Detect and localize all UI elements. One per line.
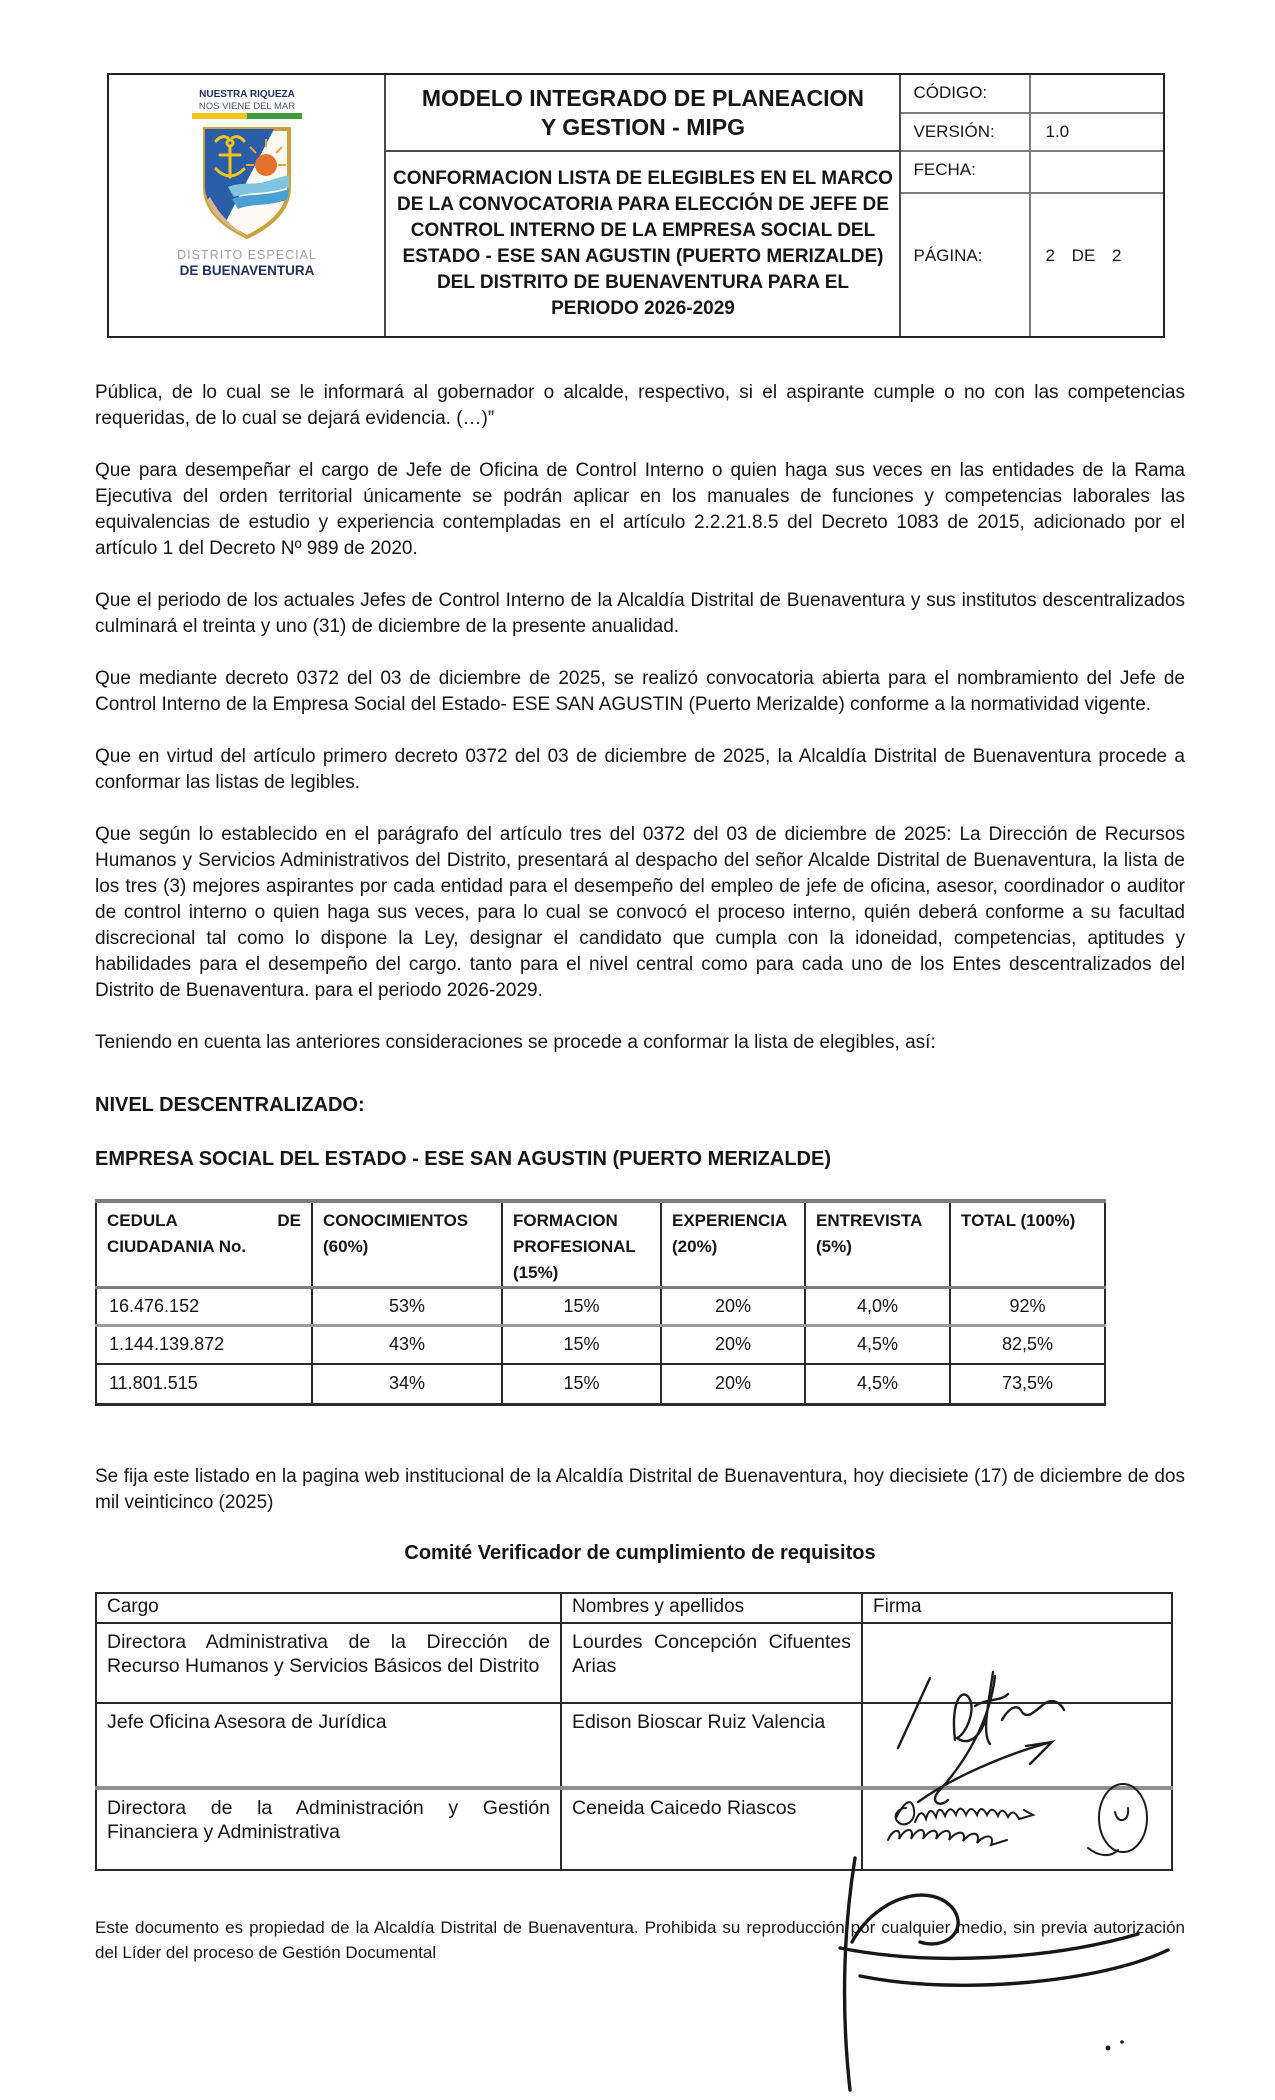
footer-note: Este documento es propiedad de la Alcaldía Distrital de Buenaventura. Prohibida su reproducción por cualquier medio, sin previa autorización del Líder del proceso de Gestión Documental bbox=[95, 1918, 1185, 1962]
cell-conocimientos: 34% bbox=[312, 1364, 502, 1405]
crest-motto-line2: NOS VIENE DEL MAR bbox=[198, 101, 295, 112]
doc-title-line1: MODELO INTEGRADO DE PLANEACION bbox=[421, 84, 865, 111]
cell-cedula: 16.476.152 bbox=[96, 1288, 312, 1326]
cell-entrevista: 4,0% bbox=[805, 1288, 950, 1326]
cell-nombres: Ceneida Caicedo Riascos bbox=[561, 1788, 862, 1870]
cell-firma-3 bbox=[862, 1788, 1172, 1870]
cell-total: 92% bbox=[950, 1288, 1105, 1326]
pagina-label: PÁGINA: bbox=[901, 194, 1031, 336]
col-header-cargo: Cargo bbox=[96, 1593, 561, 1623]
cell-cargo: Directora de la Administración y Gestión Financiera y Administrativa bbox=[96, 1788, 561, 1870]
meta-row-version bbox=[901, 114, 1163, 152]
table-row bbox=[96, 1623, 1172, 1703]
paragraph: Que en virtud del artículo primero decreto 0372 del 03 de diciembre de 2025, la Alcaldía Distrital de Buenaventura procede a conformar las listas de legibles. bbox=[95, 746, 1185, 793]
scores-table bbox=[95, 1199, 1106, 1406]
ink-dots bbox=[1106, 2040, 1124, 2050]
cell-experiencia: 20% bbox=[661, 1326, 805, 1364]
cell-entrevista: 4,5% bbox=[805, 1364, 950, 1405]
table-row bbox=[96, 1703, 1172, 1788]
posting-paragraph: Se fija este listado en la pagina web institucional de la Alcaldía Distrital de Buenaventura, hoy diecisiete (17) de diciembre de dos mil veinticinco (2025) bbox=[95, 1466, 1185, 1513]
document-body bbox=[95, 380, 1185, 1965]
codigo-label: CÓDIGO: bbox=[901, 75, 1031, 112]
header-table bbox=[107, 73, 1165, 338]
crest-org-line1: DISTRITO ESPECIAL bbox=[176, 248, 317, 262]
cell-nombres: Edison Bioscar Ruiz Valencia bbox=[561, 1703, 862, 1788]
committee-table bbox=[95, 1592, 1173, 1871]
doc-title bbox=[386, 75, 899, 152]
table-row bbox=[96, 1326, 1105, 1364]
cell-total: 82,5% bbox=[950, 1326, 1105, 1364]
col-header-entrevista: ENTREVISTA (5%) bbox=[805, 1201, 950, 1288]
fecha-label: FECHA: bbox=[901, 152, 1031, 192]
col-header-total: TOTAL (100%) bbox=[950, 1201, 1105, 1288]
col-header-formacion: FORMACION PROFESIONAL (15%) bbox=[502, 1201, 661, 1288]
cell-experiencia: 20% bbox=[661, 1288, 805, 1326]
paragraph: Que el periodo de los actuales Jefes de Control Interno de la Alcaldía Distrital de Buenaventura y sus institutos descentralizados culminará el treinta y uno (31) de diciembre de la presente anualidad. bbox=[95, 590, 1185, 637]
cell-formacion: 15% bbox=[502, 1364, 661, 1405]
scores-header-row bbox=[96, 1201, 1105, 1288]
committee-title: Comité Verificador de cumplimiento de requisitos bbox=[404, 1542, 876, 1564]
cell-firma-2 bbox=[862, 1703, 1172, 1788]
fecha-value bbox=[1031, 152, 1163, 192]
nivel-heading: NIVEL DESCENTRALIZADO: bbox=[95, 1094, 365, 1116]
buenaventura-crest-icon bbox=[162, 81, 332, 331]
codigo-value bbox=[1031, 75, 1163, 112]
col-header-conocimientos: CONOCIMIENTOS (60%) bbox=[312, 1201, 502, 1288]
cell-cargo: Directora Administrativa de la Dirección de Recurso Humanos y Servicios Básicos del Distrito bbox=[96, 1623, 561, 1703]
doc-subtitle: CONFORMACION LISTA DE ELEGIBLES EN EL MARCO DE LA CONVOCATORIA PARA ELECCIÓN DE JEFE DE CONTROL INTERNO DE LA EMPRESA SOCIAL DEL ESTADO - ESE SAN AGUSTIN (PUERTO MERIZALDE) DEL DISTRITO DE BUENAVENTURA PARA EL PERIODO 2026-2029 bbox=[392, 168, 893, 319]
title-cell bbox=[386, 75, 901, 336]
paragraph: Que según lo establecido en el parágrafo del artículo tres del 0372 del 03 de diciembre de 2025: La Dirección de Recursos Humanos y Servicios Administrativos del Distrito, presentará al despacho del señor Alcalde Distrital de Buenaventura, la lista de los tres (3) mejores aspirantes por cada entidad para el desempeño del empleo de jefe de oficina, asesor, coordinador o auditor de control interno o quien haga sus veces, para lo cual se convocó el proceso interno, quién deberá conforme a su facultad discrecional tal como lo dispone la Ley, designar el candidato que cumpla con la idoneidad, competencias, aptitudes y habilidades para el desempeño del cargo. tanto para el nivel central como para cada uno de los Entes descentralizados del Distrito de Buenaventura. para el periodo 2026-2029. bbox=[95, 824, 1185, 1001]
cell-cargo: Jefe Oficina Asesora de Jurídica bbox=[96, 1703, 561, 1788]
meta-row-codigo bbox=[901, 75, 1163, 114]
cell-cedula: 11.801.515 bbox=[96, 1364, 312, 1405]
crest-org-line2: DE BUENAVENTURA bbox=[179, 263, 315, 278]
doc-title-line2: Y GESTION - MIPG bbox=[540, 113, 745, 140]
version-label: VERSIÓN: bbox=[901, 114, 1031, 150]
crest-bar-yellow bbox=[192, 113, 247, 119]
sun-icon bbox=[255, 154, 277, 176]
table-row bbox=[96, 1788, 1172, 1870]
header-meta-table bbox=[901, 75, 1163, 336]
cell-cedula: 1.144.139.872 bbox=[96, 1326, 312, 1364]
paragraph: Pública, de lo cual se le informará al gobernador o alcalde, respectivo, si el aspirante cumple o no con las competencias requeridas, de lo cual se dejará evidencia. (…)” bbox=[95, 382, 1185, 429]
col-header-firma: Firma bbox=[862, 1593, 1172, 1623]
cell-experiencia: 20% bbox=[661, 1364, 805, 1405]
empresa-heading: EMPRESA SOCIAL DEL ESTADO - ESE SAN AGUSTIN (PUERTO MERIZALDE) bbox=[95, 1148, 831, 1170]
col-header-experiencia: EXPERIENCIA (20%) bbox=[661, 1201, 805, 1288]
col-header-cedula: CEDULA DE CIUDADANIA No. bbox=[96, 1201, 312, 1288]
cell-total: 73,5% bbox=[950, 1364, 1105, 1405]
cell-conocimientos: 53% bbox=[312, 1288, 502, 1326]
cell-formacion: 15% bbox=[502, 1326, 661, 1364]
meta-row-fecha bbox=[901, 152, 1163, 194]
table-row bbox=[96, 1288, 1105, 1326]
meta-row-pagina bbox=[901, 194, 1163, 336]
cell-conocimientos: 43% bbox=[312, 1326, 502, 1364]
col-header-nombres: Nombres y apellidos bbox=[561, 1593, 862, 1623]
crest-bar-green bbox=[247, 113, 302, 119]
paragraph: Que para desempeñar el cargo de Jefe de Oficina de Control Interno o quien haga sus veces en las entidades de la Rama Ejecutiva del orden territorial únicamente se podrán aplicar en los manuales de funciones y competencias laborales las equivalencias de estudio y experiencia contempladas en el artículo 2.2.21.8.5 del Decreto 1083 de 2015, adicionado por el artículo 1 del Decreto Nº 989 de 2020. bbox=[95, 460, 1185, 559]
pagina-value: 2 DE 2 bbox=[1045, 246, 1122, 265]
version-value: 1.0 bbox=[1045, 122, 1070, 141]
paragraph: Teniendo en cuenta las anteriores consideraciones se procede a conformar la lista de elegibles, así: bbox=[95, 1032, 936, 1053]
crest-motto-line1: NUESTRA RIQUEZA bbox=[198, 89, 295, 100]
logo-cell bbox=[109, 75, 386, 336]
cell-entrevista: 4,5% bbox=[805, 1326, 950, 1364]
paragraph: Que mediante decreto 0372 del 03 de diciembre de 2025, se realizó convocatoria abierta para el nombramiento del Jefe de Control Interno de la Empresa Social del Estado- ESE SAN AGUSTIN (Puerto Merizalde) conforme a la normatividad vigente. bbox=[95, 668, 1185, 715]
cell-nombres: Lourdes Concepción Cifuentes Arias bbox=[561, 1623, 862, 1703]
table-row bbox=[96, 1364, 1105, 1405]
cell-formacion: 15% bbox=[502, 1288, 661, 1326]
committee-header-row bbox=[96, 1593, 1172, 1623]
cell-firma-1 bbox=[862, 1623, 1172, 1703]
